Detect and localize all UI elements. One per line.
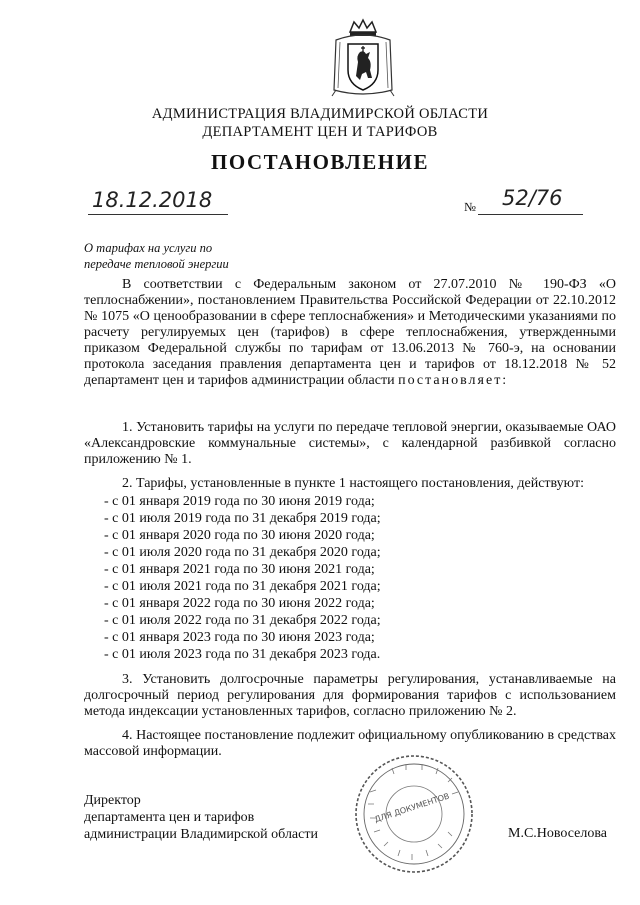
clause-1: 1. Установить тарифы на услуги по передаче тепловой энергии, оказываемые ОАО «Александровские коммунальные системы», с календарной разбивкой согласно приложению № 1.: [84, 420, 616, 467]
list-item: - с 01 июля 2022 года по 31 декабря 2022 года;: [104, 613, 381, 628]
list-item: - с 01 января 2021 года по 30 июня 2021 года;: [104, 562, 375, 577]
signatory-title: [84, 792, 318, 843]
list-item: - с 01 июля 2023 года по 31 декабря 2023 года.: [104, 647, 381, 662]
subject-line: передаче тепловой энергии: [84, 257, 229, 271]
seal-text: ДЛЯ ДОКУМЕНТОВ: [373, 791, 451, 825]
number-underline: [478, 214, 583, 215]
list-item: - с 01 января 2023 года по 30 июня 2023 года;: [104, 630, 375, 645]
list-item: - с 01 июля 2019 года по 31 декабря 2019 года;: [104, 511, 381, 526]
number-sign: №: [464, 200, 476, 214]
list-item: - с 01 января 2022 года по 30 июня 2022 года;: [104, 596, 375, 611]
official-seal-stamp: [352, 752, 476, 876]
clause-4: 4. Настоящее постановление подлежит официальному опубликованию в средствах массовой информации.: [84, 728, 616, 759]
preamble-paragraph: [84, 277, 616, 389]
signatory-department: департамента цен и тарифов: [84, 810, 255, 825]
list-item: - с 01 июля 2021 года по 31 декабря 2021 года;: [104, 579, 381, 594]
coat-of-arms-icon: [330, 18, 396, 100]
department-name: ДЕПАРТАМЕНТ ЦЕН И ТАРИФОВ: [202, 124, 438, 140]
subject-line: О тарифах на услуги по: [84, 241, 213, 255]
resolves-word: постановляет:: [398, 373, 509, 388]
document-number: 52/76: [502, 186, 563, 210]
clause-2: 2. Тарифы, установленные в пункте 1 настоящего постановления, действуют:: [122, 476, 584, 491]
list-item: - с 01 июля 2020 года по 31 декабря 2020 года;: [104, 545, 381, 560]
validity-periods-list: [104, 493, 381, 663]
preamble-text: В соответствии с Федеральным законом от 27.07.2010 № 190-ФЗ «О теплоснабжении», постановлением Правительства Российской Федерации от 22.10.2012 № 1075 «О ценообразовании в сфере теплоснабжения» и Методическими указаниями по расчету регулируемых цен (тарифов) в сфере теплоснабжения, утвержденными приказом Федеральной службы по тарифам от 13.06.2013 № 760-э, на основании протокола заседания правления департамента цен и тарифов от 18.12.2018 № 52 департамент цен и тарифов администрации области: [84, 277, 616, 388]
signatory-administration: администрации Владимирской области: [84, 827, 318, 842]
clause-3: 3. Установить долгосрочные параметры регулирования, устанавливаемые на долгосрочный период регулирования для формирования тарифов с использованием метода индексации установленных тарифов, согласно приложению № 2.: [84, 672, 616, 719]
signatory-position: Директор: [84, 793, 141, 808]
organization-name: АДМИНИСТРАЦИЯ ВЛАДИМИРСКОЙ ОБЛАСТИ: [151, 106, 489, 122]
list-item: - с 01 января 2019 года по 30 июня 2019 года;: [104, 494, 375, 509]
signatory-name: М.С.Новоселова: [508, 826, 607, 841]
document-subject: [84, 240, 229, 272]
document-type-title: ПОСТАНОВЛЕНИЕ: [211, 150, 429, 174]
list-item: - с 01 января 2020 года по 30 июня 2020 года;: [104, 528, 375, 543]
document-date: 18.12.2018: [92, 188, 213, 212]
date-underline: [88, 214, 228, 215]
